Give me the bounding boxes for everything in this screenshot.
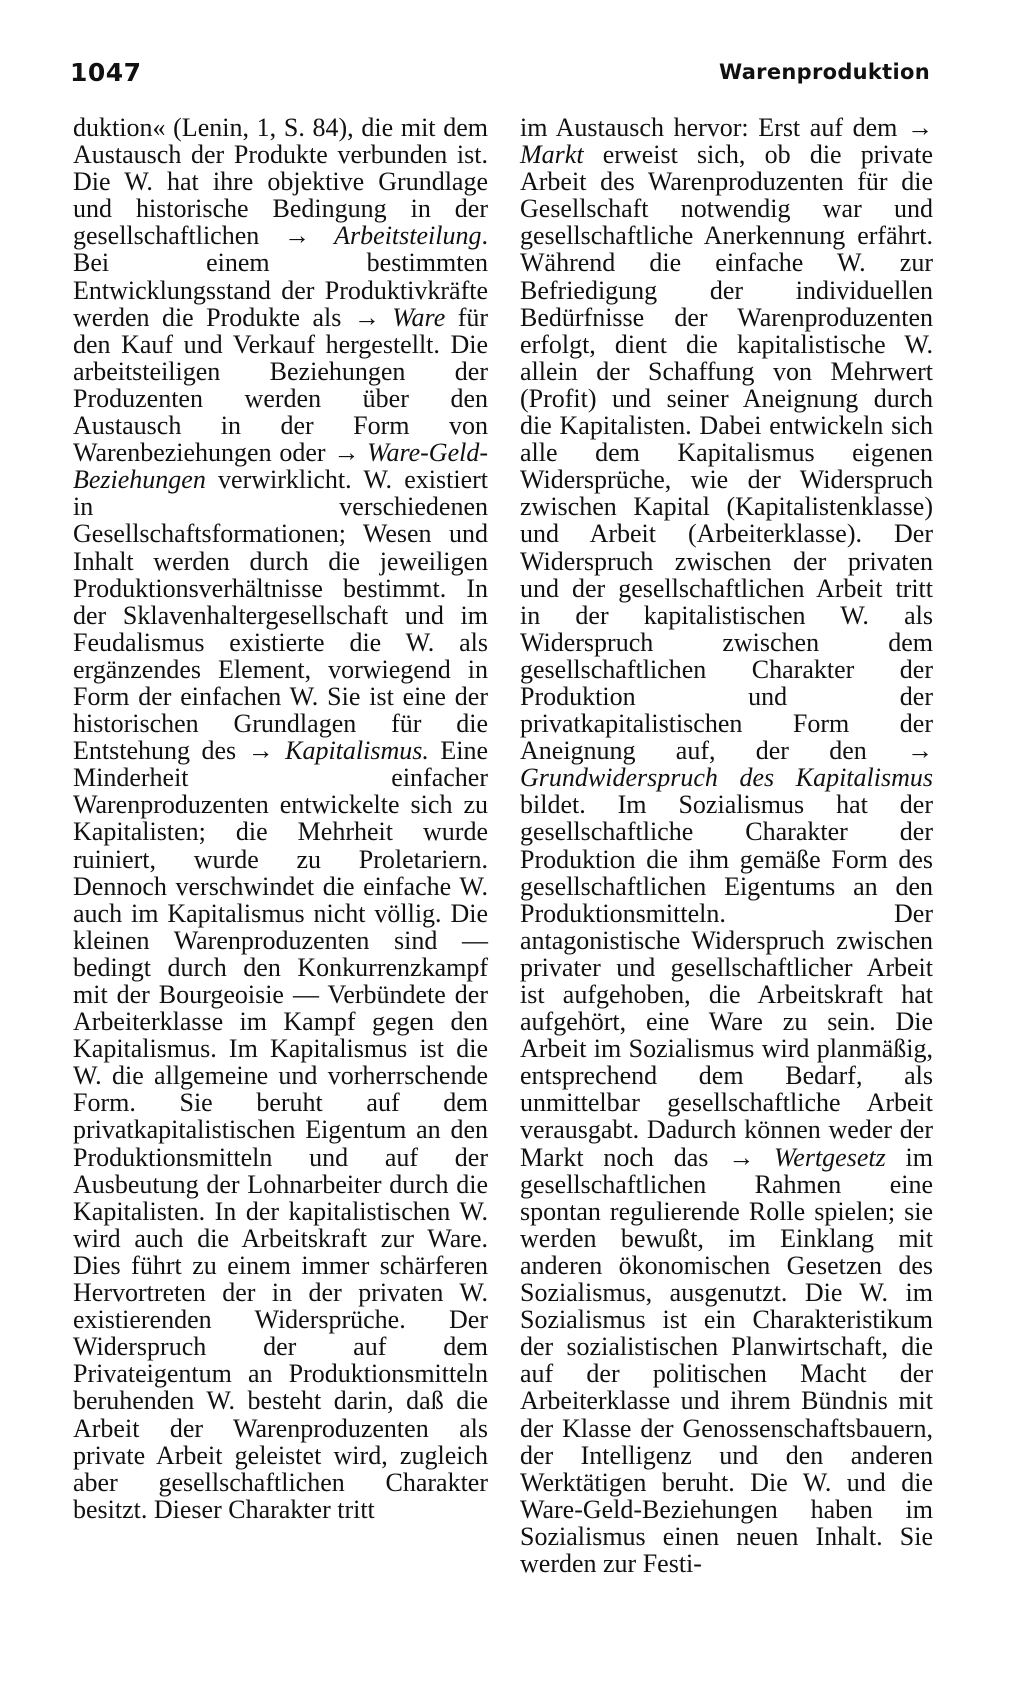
text-segment: erweist sich, ob die private Arbeit des Warenproduzenten für die Gesellschaft notwendig war und gesellschaftliche Anerkennung erfährt. Während die einfache W. zur Befriedigung der individuellen Bedürfnisse der Warenproduzenten erfolgt, dient die kapitalistische W. allein der Schaffung von Mehrwert (Profit) und seiner Aneignung durch die Kapitalisten. Dabei entwickeln sich alle dem Kapitalismus eigenen Widersprüche, wie der Widerspruch zwischen Kapital (Kapitalistenklasse) und Arbeit (Arbeiterklasse). Der Widerspruch zwischen der privaten und der gesellschaftlichen Arbeit tritt in der kapitalistischen W. als Widerspruch zwischen dem gesellschaftlichen Charakter der Produktion und der privatkapitalistischen Form der Aneignung auf, der den xyxy=(520,140,933,766)
text-segment: verwirklicht. W. existiert in verschiedenen Gesellschaftsformationen; Wesen und Inhalt werden durch die jeweiligen Produktionsverhältnisse bestimmt. In der Sklavenhaltergesellschaft und im Feudalismus existierte die W. als ergänzendes Element, vorwiegend in Form der einfachen W. Sie ist eine der historischen Grundlagen für die Entstehung des xyxy=(73,465,488,766)
right-column xyxy=(520,114,933,1577)
text-segment: bildet. Im Sozialismus hat der gesellschaftliche Charakter der Produktion die ihm gemäße Form des gesellschaftlichen Eigentums an den Produktionsmitteln. Der antagonistische Widerspruch zwischen privater und gesellschaftlicher Arbeit ist aufgehoben, die Arbeitskraft hat aufgehört, eine Ware zu sein. Die Arbeit im Sozialismus wird planmäßig, entsprechend dem Bedarf, als unmittelbar gesellschaftliche Arbeit verausgabt. Dadurch können weder der Markt noch das xyxy=(520,790,933,1172)
cross-reference-arrow-icon: → xyxy=(907,736,933,766)
cross-reference-arrow-icon: → xyxy=(353,302,380,332)
left-column xyxy=(73,114,488,1523)
cross-reference-link[interactable]: Arbeitsteilung xyxy=(309,221,482,251)
cross-reference-arrow-icon: → xyxy=(247,736,274,766)
cross-reference-link[interactable]: Markt xyxy=(520,140,584,170)
text-segment: im gesellschaftlichen Rahmen eine spontan regulierende Rolle spielen; sie werden bewußt, im Einklang mit anderen ökonomischen Gesetzen des Sozialismus, ausgenutzt. Die W. im Sozialismus ist ein Charakteristikum der sozialistischen Planwirtschaft, die auf der politischen Macht der Arbeiterklasse und ihrem Bündnis mit der Klasse der Genossenschaftsbauern, der Intelligenz und den anderen Werktätigen beruht. Die W. und die Ware-Geld-Beziehungen haben im Sozialismus einen neuen Inhalt. Sie werden zur Festi- xyxy=(520,1142,933,1578)
cross-reference-link[interactable]: Grundwiderspruch des Kapitalismus xyxy=(520,763,933,793)
cross-reference-arrow-icon: → xyxy=(333,438,360,468)
text-segment: duktion« (Lenin, 1, S. 84), die mit dem Austausch der Produkte verbunden ist. Die W. hat ihre objektive Grundlage und historische Bedingung in der gesellschaftlichen xyxy=(73,113,488,251)
right-column-text xyxy=(520,114,933,1577)
cross-reference-link[interactable]: Ware xyxy=(379,302,446,332)
cross-reference-link[interactable]: Ware-Geld-Beziehungen xyxy=(73,438,488,495)
running-head: Warenproduktion xyxy=(718,60,930,84)
cross-reference-link[interactable]: Kapitalismus. xyxy=(273,736,429,766)
text-segment: im Austausch hervor: Erst auf dem xyxy=(520,113,907,142)
page-header xyxy=(70,58,930,102)
text-segment: für den Kauf und Verkauf hergestellt. Die arbeitsteiligen Beziehungen der Produzenten werden über den Austausch in der Form von Warenbeziehungen oder xyxy=(73,302,489,468)
text-segment: . Bei einem bestimmten Entwicklungsstand der Produktivkräfte werden die Produkte als xyxy=(73,221,488,332)
cross-reference-link[interactable]: Wertgesetz xyxy=(754,1142,886,1172)
text-segment: Eine Minderheit einfacher Warenproduzenten entwickelte sich zu Kapitalisten; die Mehrheit wurde ruiniert, wurde zu Proletariern. Dennoch verschwindet die einfache W. auch im Kapitalismus nicht völlig. Die kleinen Warenproduzenten sind — bedingt durch den Konkurrenzkampf mit der Bourgeoisie — Verbündete der Arbeiterklasse im Kampf gegen den Kapitalismus. Im Kapitalismus ist die W. die allgemeine und vorherrschende Form. Sie beruht auf dem privatkapitalistischen Eigentum an den Produktionsmitteln und auf der Ausbeutung der Lohnarbeiter durch die Kapitalisten. In der kapitalistischen W. wird auch die Arbeitskraft zur Ware. Dies führt zu einem immer schärferen Hervortreten der in der privaten W. existierenden Widersprüche. Der Widerspruch der auf dem Privateigentum an Produktionsmitteln beruhenden W. besteht darin, daß die Arbeit der Warenproduzenten als private Arbeit geleistet wird, zugleich aber gesellschaftlichen Charakter besitzt. Dieser Charakter tritt xyxy=(73,736,488,1524)
cross-reference-arrow-icon: → xyxy=(907,113,933,142)
left-column-text xyxy=(73,114,488,1523)
cross-reference-arrow-icon: → xyxy=(728,1142,755,1172)
page-number: 1047 xyxy=(70,58,142,87)
cross-reference-arrow-icon: → xyxy=(283,221,310,251)
